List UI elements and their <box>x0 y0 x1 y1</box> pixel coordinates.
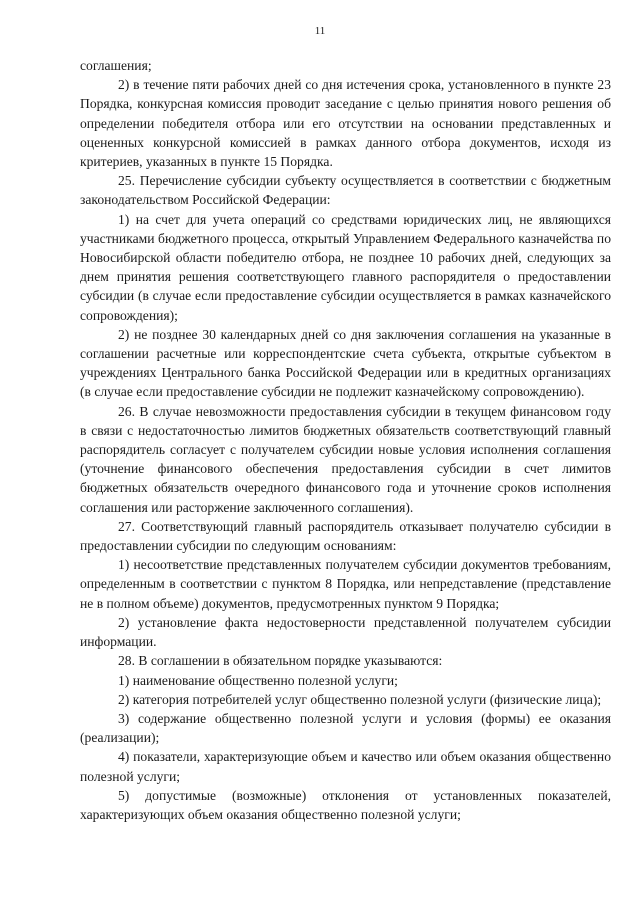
paragraph-clause-25-item-1: 1) на счет для учета операций со средствами юридических лиц, не являющихся участниками бюджетного процесса, открытый Управлением Федерального казначейства по Новосибирской области победителю отбора, не позднее 10 рабочих дней, следующих за днем принятия решения соответствующего главного распорядителя о предоставлении субсидии (в случае если предоставление субсидии осуществляется в рамках казначейского сопровождения); <box>80 211 611 323</box>
paragraph-clause-26: 26. В случае невозможности предоставления субсидии в текущем финансовом году в связи с недостаточностью лимитов бюджетных обязательств соответствующий главный распорядитель согласует с получателем субсидии новые условия исполнения соглашения (уточнение финансового обеспечения предоставления субсидии в счет лимитов бюджетных обязательств очередного финансового года и уточнение сроков исполнения соглашения или расторжение заключенного соглашения). <box>80 403 611 515</box>
paragraph-clause-28-item-5: 5) допустимые (возможные) отклонения от установленных показателей, характеризующих объем оказания общественно полезной услуги; <box>80 787 611 822</box>
paragraph-clause-25: 25. Перечисление субсидии субъекту осуществляется в соответствии с бюджетным законодательством Российской Федерации: <box>80 173 611 208</box>
page-number: 11 <box>314 25 326 37</box>
paragraph-item-2-five-days: 2) в течение пяти рабочих дней со дня истечения срока, установленного в пункте 23 Порядка, конкурсная комиссия проводит заседание с целью принятия нового решения об определении победителя отбора или его отсутствии на основании представленных и оцененных конкурсной комиссией в рамках данного отбора документов, исходя из критериев, указанных в пункте 15 Порядка. <box>80 77 611 170</box>
paragraph-clause-27-item-2: 2) установление факта недостоверности представленной получателем субсидии информации. <box>80 614 611 650</box>
paragraph-clause-28-item-4: 4) показатели, характеризующие объем и качество или объем оказания общественно полезной услуги; <box>80 749 611 784</box>
paragraph-continuation: соглашения; <box>80 58 152 73</box>
paragraph-clause-27: 27. Соответствующий главный распорядитель отказывает получателю субсидии в предоставлении субсидии по следующим основаниям: <box>80 518 611 554</box>
paragraph-clause-27-item-1: 1) несоответствие представленных получателем субсидии документов требованиям, определенным в соответствии с пунктом 8 Порядка, или непредставление (представление не в полном объеме) документов, предусмотренных пунктом 9 Порядка; <box>80 557 611 611</box>
paragraph-clause-28-item-3: 3) содержание общественно полезной услуги и условия (формы) ее оказания (реализации); <box>80 710 611 746</box>
paragraph-clause-25-item-2: 2) не позднее 30 календарных дней со дня заключения соглашения на указанные в соглашении расчетные или корреспондентские счета субъекта, открытые субъектом в учреждениях Центрального банка Российской Федерации или в кредитных организациях (в случае если предоставление субсидии не подлежит казначейскому сопровождению). <box>80 326 611 400</box>
paragraph-clause-28-item-1: 1) наименование общественно полезной услуги; <box>118 672 398 688</box>
paragraph-clause-28-item-2: 2) категория потребителей услуг общественно полезной услуги (физические лица); <box>118 691 602 707</box>
paragraph-clause-28: 28. В соглашении в обязательном порядке указываются: <box>118 653 443 669</box>
document-body <box>80 56 611 824</box>
